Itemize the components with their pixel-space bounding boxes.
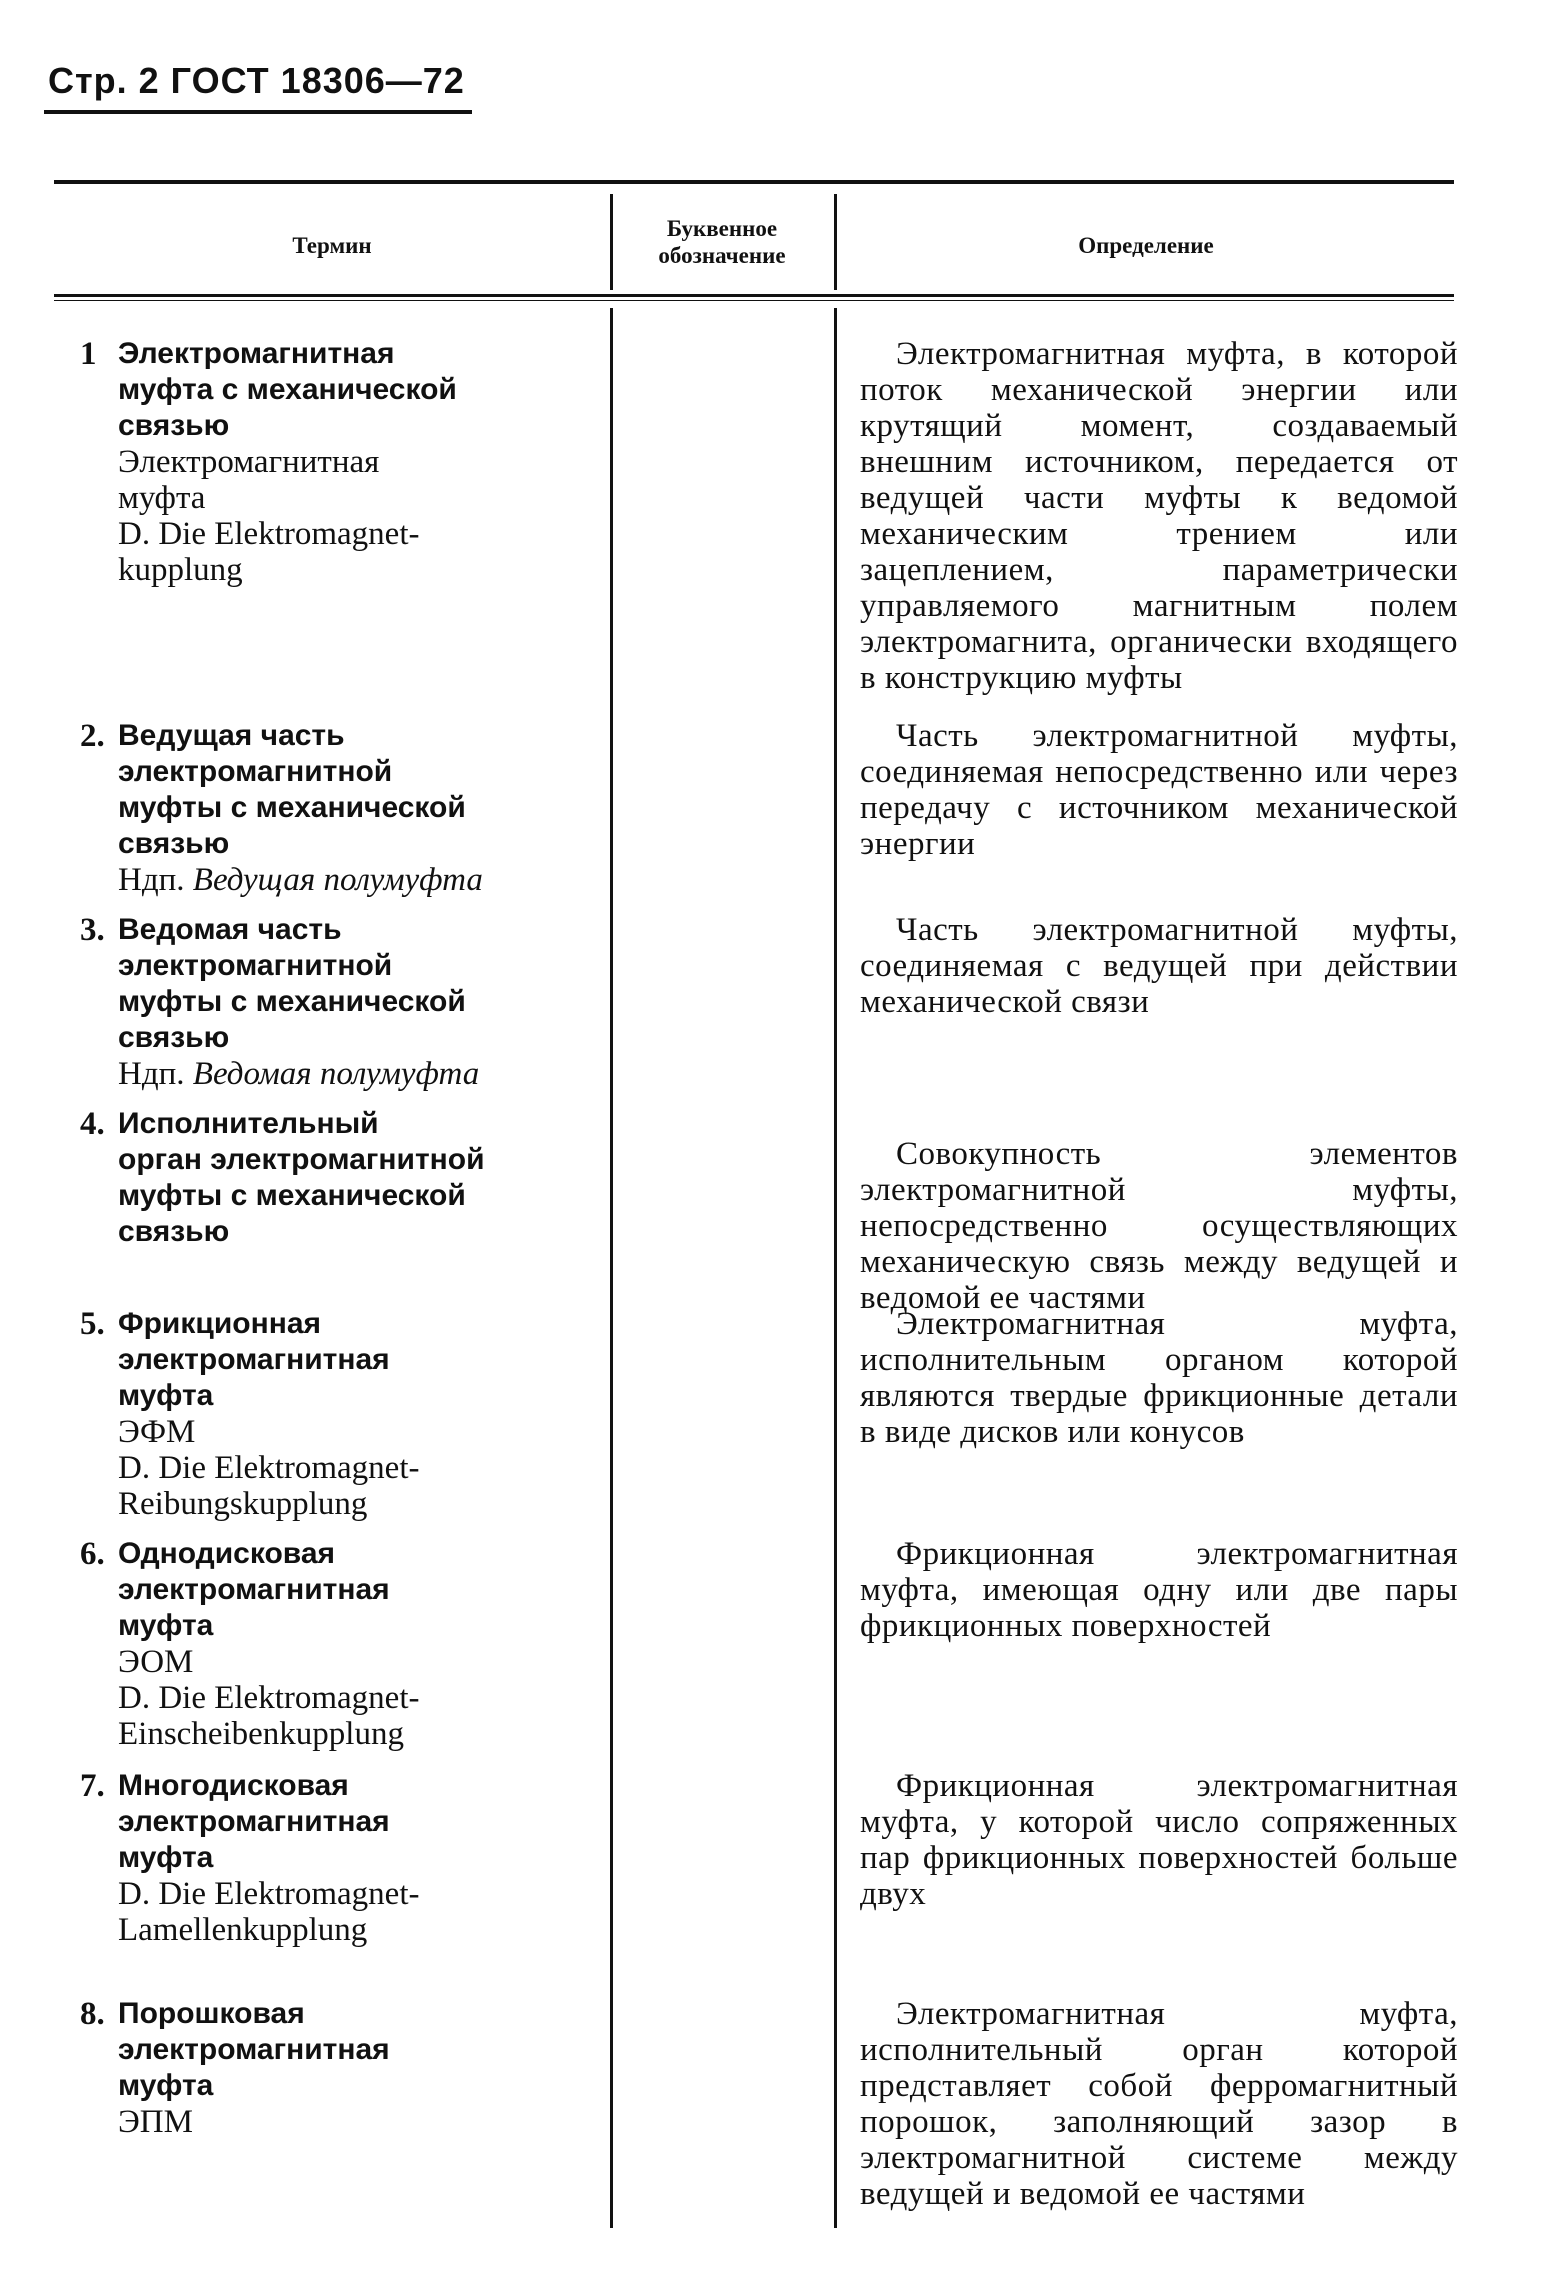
table-top-rule xyxy=(54,180,1454,184)
term-name-line: электромагнитная xyxy=(118,1573,390,1606)
term-synonym-line: kupplung xyxy=(118,552,243,588)
term-name-line: Ведущая часть xyxy=(118,719,345,752)
table-header-rule-2 xyxy=(54,300,1454,301)
term-name-line: муфты с механической xyxy=(118,985,466,1018)
term-name-line: электромагнитная xyxy=(118,1343,390,1376)
column-header-term: Термин xyxy=(292,233,372,258)
term-name-line: электромагнитная xyxy=(118,2033,390,2066)
invalid-label: Ндп. xyxy=(118,862,193,898)
term-entry xyxy=(80,1996,620,2140)
term-number: 2. xyxy=(80,718,105,754)
term-number: 4. xyxy=(80,1106,105,1142)
invalid-term: Ведущая полумуфта xyxy=(192,862,483,898)
term-name-line: связью xyxy=(118,1021,230,1054)
term-invalid-synonym xyxy=(118,1056,620,1092)
column-divider-left xyxy=(610,194,613,290)
term-number: 8. xyxy=(80,1996,105,2032)
term-synonym-line: ЭОМ xyxy=(118,1644,194,1680)
header-underline xyxy=(44,110,472,114)
column-header-code: Буквенное обозначение xyxy=(658,216,786,268)
invalid-label: Ндп. xyxy=(118,1056,193,1092)
term-name-line: муфта xyxy=(118,2069,214,2102)
term-number: 3. xyxy=(80,912,105,948)
term-synonym-line: D. Die Elektromagnet- xyxy=(118,1876,420,1912)
invalid-term: Ведомая полумуфта xyxy=(192,1056,480,1092)
term-entry xyxy=(80,1536,620,1752)
term-name-line: электромагнитной xyxy=(118,755,393,788)
column-header-definition: Определение xyxy=(1078,233,1214,258)
term-synonym-line: ЭПМ xyxy=(118,2104,193,2140)
term-name-line: орган электромагнитной xyxy=(118,1143,485,1176)
term-name-line: муфта xyxy=(118,1841,214,1874)
term-name-line: связью xyxy=(118,827,230,860)
term-synonym-line: муфта xyxy=(118,480,206,516)
term-entry xyxy=(80,1306,620,1522)
term-synonym-line: Einscheibenkupplung xyxy=(118,1716,404,1752)
term-name-line: муфта xyxy=(118,1379,214,1412)
term-entry xyxy=(80,1768,620,1948)
term-name-line: муфты с механической xyxy=(118,1179,466,1212)
page-header: Стр. 2 ГОСТ 18306—72 xyxy=(48,60,465,101)
term-name-line: электромагнитная xyxy=(118,1805,390,1838)
definition-text: Электромагнитная муфта, исполнительный орган которой представляет собой ферромагнитный порошок, заполняющий зазор в электромагнитной системе между ведущей и ведомой ее частями xyxy=(860,1996,1458,2212)
term-invalid-synonym xyxy=(118,862,620,898)
term-number: 7. xyxy=(80,1768,105,1804)
table-header-rule xyxy=(54,294,1454,297)
definition-text: Часть электромагнитной муфты, соединяемая непосредственно или через передачу с источником механической энергии xyxy=(860,718,1458,862)
term-entry xyxy=(80,718,620,898)
definition-text: Фрикционная электромагнитная муфта, у которой число сопряженных пар фрикционных поверхностей больше двух xyxy=(860,1768,1458,1912)
term-entry xyxy=(80,1106,620,1250)
definition-text: Электромагнитная муфта, в которой поток механической энергии или крутящий момент, создаваемый внешним источником, передается от ведущей части муфты к ведомой механическим трением или зацеплением, параметрически управляемого магнитным полем электромагнита, органически входящего в конструкцию муфты xyxy=(860,336,1458,696)
term-name-line: Фрикционная xyxy=(118,1307,322,1340)
term-name-line: Многодисковая xyxy=(118,1769,349,1802)
term-synonym-line: Электромагнитная xyxy=(118,444,380,480)
term-name-line: Ведомая часть xyxy=(118,913,342,946)
definition-text: Часть электромагнитной муфты, соединяемая с ведущей при действии механической связи xyxy=(860,912,1458,1020)
term-name-line: Исполнительный xyxy=(118,1107,379,1140)
column-divider-right-body xyxy=(834,308,837,2228)
term-name-line: связью xyxy=(118,409,230,442)
term-number: 5. xyxy=(80,1306,105,1342)
term-entry xyxy=(80,912,620,1092)
term-synonym-line: D. Die Elektromagnet- xyxy=(118,1450,420,1486)
definition-text: Фрикционная электромагнитная муфта, имеющая одну или две пары фрикционных поверхностей xyxy=(860,1536,1458,1644)
term-entry xyxy=(80,336,620,588)
term-name-line: муфты с механической xyxy=(118,791,466,824)
term-name-line: электромагнитной xyxy=(118,949,393,982)
term-name-line: Однодисковая xyxy=(118,1537,336,1570)
term-number: 1 xyxy=(80,336,97,372)
term-name-line: муфта с механической xyxy=(118,373,457,406)
term-synonym-line: D. Die Elektromagnet- xyxy=(118,516,420,552)
term-name-line: Электромагнитная xyxy=(118,337,395,370)
term-name-line: связью xyxy=(118,1215,230,1248)
term-synonym-line: Lamellenkupplung xyxy=(118,1912,368,1948)
term-name-line: Порошковая xyxy=(118,1997,305,2030)
term-name-line: муфта xyxy=(118,1609,214,1642)
definition-text: Совокупность элементов электромагнитной муфты, непосредственно осуществляющих механическую связь между ведущей и ведомой ее частями xyxy=(860,1136,1458,1316)
definition-text: Электромагнитная муфта, исполнительным органом которой являются твердые фрикционные детали в виде дисков или конусов xyxy=(860,1306,1458,1450)
term-synonym-line: Reibungskupplung xyxy=(118,1486,368,1522)
term-synonym-line: ЭФМ xyxy=(118,1414,196,1450)
term-synonym-line: D. Die Elektromagnet- xyxy=(118,1680,420,1716)
column-divider-right xyxy=(834,194,837,290)
term-number: 6. xyxy=(80,1536,105,1572)
